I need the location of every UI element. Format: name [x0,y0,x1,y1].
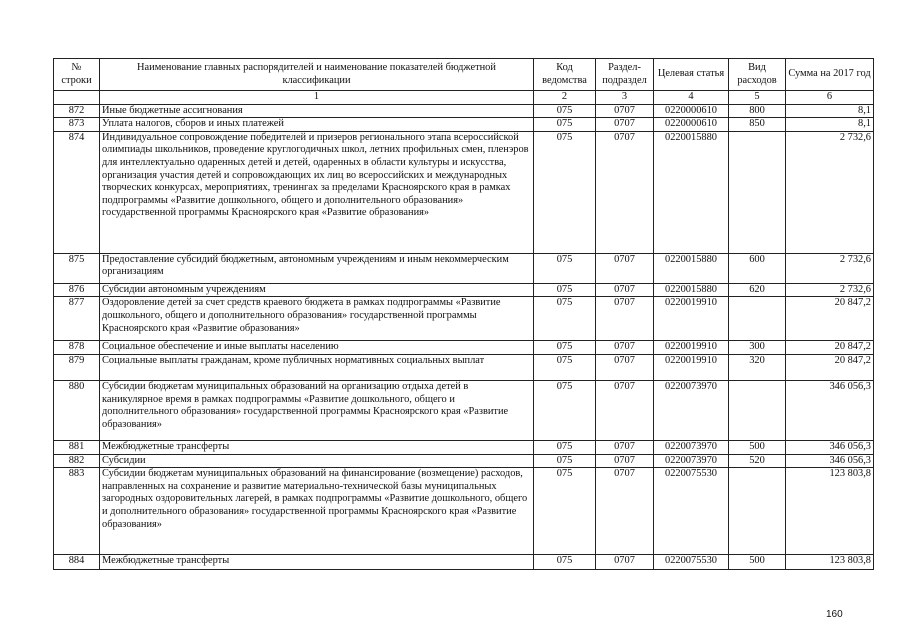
row-dept-cell: 075 [534,253,596,283]
header-row [54,59,874,91]
row-section-cell: 0707 [596,118,654,132]
row-section-cell: 0707 [596,454,654,468]
row-target-cell: 0220073970 [654,454,729,468]
row-target-cell: 0220015880 [654,253,729,283]
row-type-cell [729,380,786,440]
row-name-cell: Предоставление субсидий бюджетным, автономным учреждениям и иным некоммерческим организациям [100,253,534,283]
row-dept-cell: 075 [534,131,596,253]
row-type-cell: 500 [729,555,786,570]
row-amount-cell: 346 056,3 [786,380,874,440]
row-section-cell: 0707 [596,297,654,341]
row-name-cell: Субсидии автономным учреждениям [100,283,534,297]
page-number: 160 [826,609,843,620]
col-number: 4 [654,91,729,105]
row-dept-cell: 075 [534,297,596,341]
row-dept-cell: 075 [534,354,596,380]
header-expense-type: Вид расходов [729,59,786,91]
row-name-cell: Субсидии [100,454,534,468]
row-dept-cell: 075 [534,380,596,440]
col-number: 2 [534,91,596,105]
row-target-cell: 0220073970 [654,380,729,440]
row-type-cell: 600 [729,253,786,283]
row-amount-cell: 346 056,3 [786,440,874,454]
row-dept-cell: 075 [534,118,596,132]
row-section-cell: 0707 [596,104,654,118]
row-name-cell: Иные бюджетные ассигнования [100,104,534,118]
row-amount-cell: 123 803,8 [786,555,874,570]
row-amount-cell: 20 847,2 [786,341,874,355]
row-dept-cell: 075 [534,468,596,555]
col-number: 3 [596,91,654,105]
row-number-cell: 879 [54,354,100,380]
table-row [54,440,874,454]
table-row [54,297,874,341]
row-type-cell: 620 [729,283,786,297]
row-target-cell: 0220075530 [654,555,729,570]
header-dept-code: Код ведомства [534,59,596,91]
budget-table-page [53,58,873,570]
row-number-cell: 873 [54,118,100,132]
row-amount-cell: 8,1 [786,104,874,118]
row-name-cell: Межбюджетные трансферты [100,555,534,570]
row-number-cell: 877 [54,297,100,341]
row-dept-cell: 075 [534,454,596,468]
row-type-cell: 320 [729,354,786,380]
table-row [54,131,874,253]
table-row [54,118,874,132]
header-row-no: № строки [54,59,100,91]
row-type-cell [729,297,786,341]
row-name-cell: Оздоровление детей за счет средств краевого бюджета в рамках подпрограммы «Развитие дошкольного, общего и дополнительного образования» государственной программы Красноярского края «Развитие образования» [100,297,534,341]
row-target-cell: 0220019910 [654,297,729,341]
row-type-cell: 850 [729,118,786,132]
row-name-cell: Социальное обеспечение и иные выплаты населению [100,341,534,355]
table-row [54,253,874,283]
col-number: 1 [100,91,534,105]
row-type-cell: 800 [729,104,786,118]
row-target-cell: 0220000610 [654,104,729,118]
row-target-cell: 0220015880 [654,131,729,253]
row-dept-cell: 075 [534,555,596,570]
row-number-cell: 880 [54,380,100,440]
row-number-cell: 872 [54,104,100,118]
row-number-cell: 876 [54,283,100,297]
row-dept-cell: 075 [534,341,596,355]
row-section-cell: 0707 [596,283,654,297]
column-number-row [54,91,874,105]
row-name-cell: Субсидии бюджетам муниципальных образований на финансирование (возмещение) расходов, направленных на сохранение и развитие материально-технической базы муниципальных загородных оздоровительных лагерей, в рамках подпрограммы «Развитие дошкольного, общего и дополнительного образования» государственной программы Красноярского края «Развитие образования» [100,468,534,555]
row-section-cell: 0707 [596,131,654,253]
table-row [54,354,874,380]
row-section-cell: 0707 [596,440,654,454]
col-number: 6 [786,91,874,105]
row-number-cell: 874 [54,131,100,253]
row-amount-cell: 20 847,2 [786,297,874,341]
row-name-cell: Межбюджетные трансферты [100,440,534,454]
table-row [54,468,874,555]
row-type-cell [729,468,786,555]
row-amount-cell: 8,1 [786,118,874,132]
header-amount: Сумма на 2017 год [786,59,874,91]
table-row [54,341,874,355]
row-amount-cell: 123 803,8 [786,468,874,555]
table-row [54,454,874,468]
table-row [54,104,874,118]
row-number-cell: 883 [54,468,100,555]
row-dept-cell: 075 [534,283,596,297]
row-target-cell: 0220075530 [654,468,729,555]
row-name-cell: Социальные выплаты гражданам, кроме публичных нормативных социальных выплат [100,354,534,380]
row-amount-cell: 2 732,6 [786,283,874,297]
row-number-cell: 875 [54,253,100,283]
row-target-cell: 0220073970 [654,440,729,454]
table-row [54,283,874,297]
header-section: Раздел- подраздел [596,59,654,91]
col-number [54,91,100,105]
row-name-cell: Субсидии бюджетам муниципальных образований на организацию отдыха детей в каникулярное время в рамках подпрограммы «Развитие дошкольного, общего и дополнительного образования» государственной программы Красноярского края «Развитие образования» [100,380,534,440]
row-section-cell: 0707 [596,354,654,380]
row-amount-cell: 20 847,2 [786,354,874,380]
row-target-cell: 0220000610 [654,118,729,132]
row-section-cell: 0707 [596,253,654,283]
row-name-cell: Уплата налогов, сборов и иных платежей [100,118,534,132]
row-number-cell: 878 [54,341,100,355]
row-target-cell: 0220015880 [654,283,729,297]
col-number: 5 [729,91,786,105]
row-type-cell: 500 [729,440,786,454]
row-section-cell: 0707 [596,380,654,440]
header-name: Наименование главных распорядителей и наименование показателей бюджетной классификации [100,59,534,91]
row-amount-cell: 2 732,6 [786,131,874,253]
row-type-cell: 300 [729,341,786,355]
table-row [54,380,874,440]
row-section-cell: 0707 [596,341,654,355]
header-target: Целевая статья [654,59,729,91]
row-section-cell: 0707 [596,468,654,555]
row-target-cell: 0220019910 [654,341,729,355]
row-target-cell: 0220019910 [654,354,729,380]
row-number-cell: 882 [54,454,100,468]
row-number-cell: 884 [54,555,100,570]
row-type-cell: 520 [729,454,786,468]
row-amount-cell: 2 732,6 [786,253,874,283]
row-dept-cell: 075 [534,440,596,454]
row-amount-cell: 346 056,3 [786,454,874,468]
row-number-cell: 881 [54,440,100,454]
row-section-cell: 0707 [596,555,654,570]
row-dept-cell: 075 [534,104,596,118]
budget-table [53,58,874,570]
table-row [54,555,874,570]
row-type-cell [729,131,786,253]
row-name-cell: Индивидуальное сопровождение победителей и призеров регионального этапа всероссийской олимпиады школьников, проведение круглогодичных школ, летних профильных смен, пленэров для интеллектуально одаренных детей и детей, одаренных в области культуры и искусства, организация участия детей и сопровождающих их лиц во всероссийских и международных творческих конкурсах, мероприятиях, тренингах за пределами Красноярского края в рамках подпрограммы «Развитие дошкольного, общего и дополнительного образования» государственной программы Красноярского края «Развитие образования» [100,131,534,253]
